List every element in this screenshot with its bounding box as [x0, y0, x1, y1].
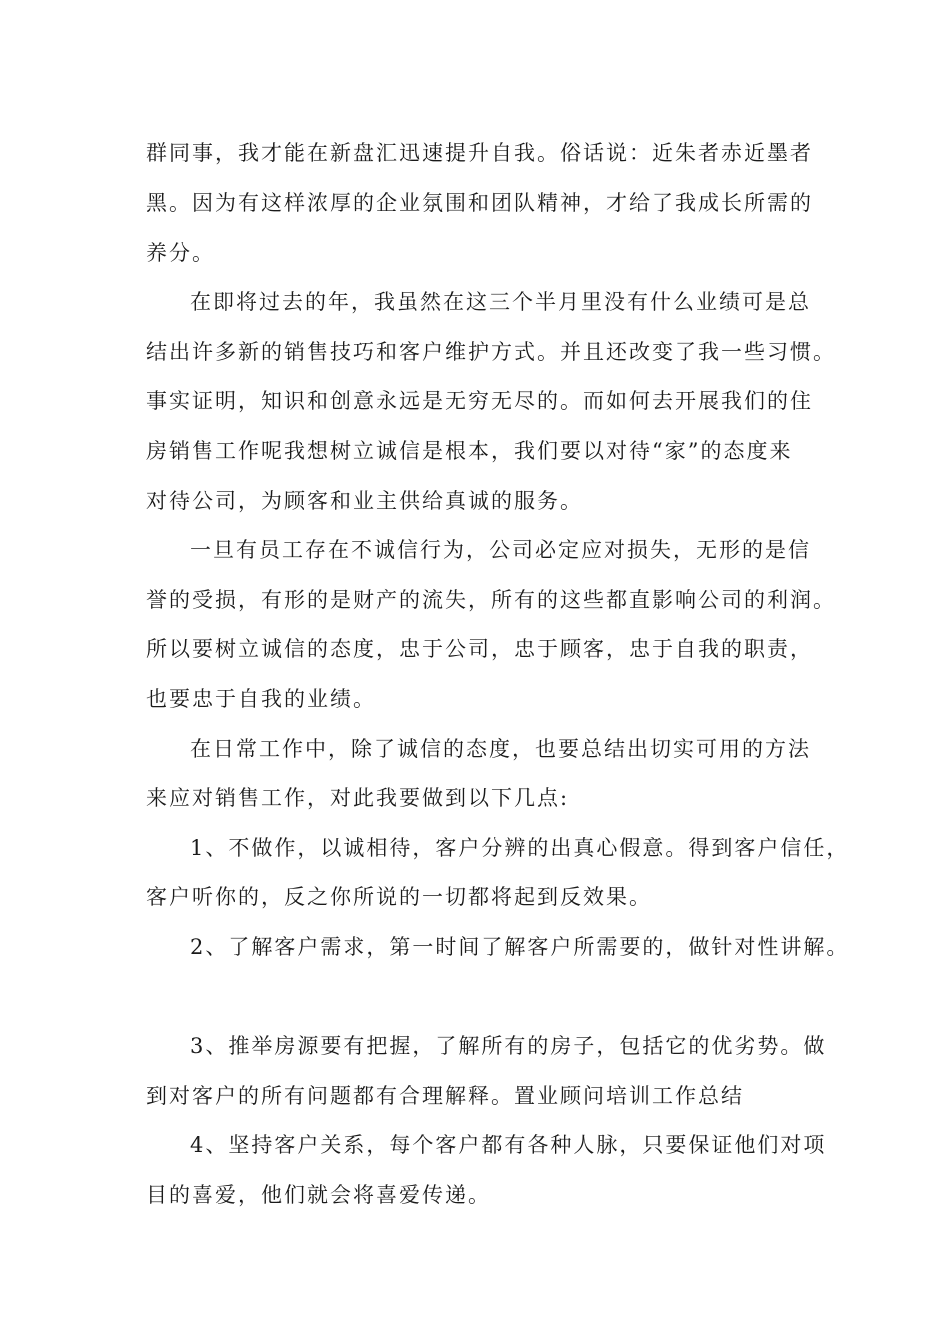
text-line: 来应对销售工作，对此我要做到以下几点: [146, 786, 570, 810]
text-line: 事实证明，知识和创意永远是无穷无尽的。而如何去开展我们的住 [146, 389, 813, 413]
list-item-4: 4、坚持客户关系，每个客户都有各种人脉，只要保证他们对项 [190, 1133, 827, 1157]
text-line: 群同事，我才能在新盘汇迅速提升自我。俗话说：近朱者赤近墨者 [146, 141, 813, 165]
list-item-2: 2、了解客户需求，第一时间了解客户所需要的，做针对性讲解。 [190, 935, 850, 959]
text-line: 黑。因为有这样浓厚的企业氛围和团队精神，才给了我成长所需的 [146, 191, 813, 215]
text-line: 到对客户的所有问题都有合理解释。置业顾问培训工作总结 [146, 1084, 744, 1108]
paragraph-first-line: 一旦有员工存在不诚信行为，公司必定应对损失，无形的是信 [190, 538, 811, 562]
text-line: 养分。 [146, 241, 215, 265]
list-item-1: 1、不做作，以诚相待，客户分辨的出真心假意。得到客户信任， [190, 836, 850, 860]
text-line: 结出许多新的销售技巧和客户维护方式。并且还改变了我一些习惯。 [146, 340, 836, 364]
text-line: 客户听你的，反之你所说的一切都将起到反效果。 [146, 885, 652, 909]
paragraph-first-line: 在即将过去的年，我虽然在这三个半月里没有什么业绩可是总 [190, 290, 811, 314]
text-line: 也要忠于自我的业绩。 [146, 687, 376, 711]
text-line: 房销售工作呢我想树立诚信是根本，我们要以对待“家”的态度来 [146, 439, 793, 463]
list-item-3: 3、推举房源要有把握，了解所有的房子，包括它的优劣势。做 [190, 1034, 827, 1058]
text-line: 所以要树立诚信的态度，忠于公司，忠于顾客，忠于自我的职责， [146, 637, 813, 661]
paragraph-first-line: 在日常工作中，除了诚信的态度，也要总结出切实可用的方法 [190, 737, 811, 761]
text-line: 目的喜爱，他们就会将喜爱传递。 [146, 1183, 491, 1207]
text-line: 对待公司，为顾客和业主供给真诚的服务。 [146, 489, 583, 513]
text-line: 誉的受损，有形的是财产的流失，所有的这些都直影响公司的利润。 [146, 588, 836, 612]
